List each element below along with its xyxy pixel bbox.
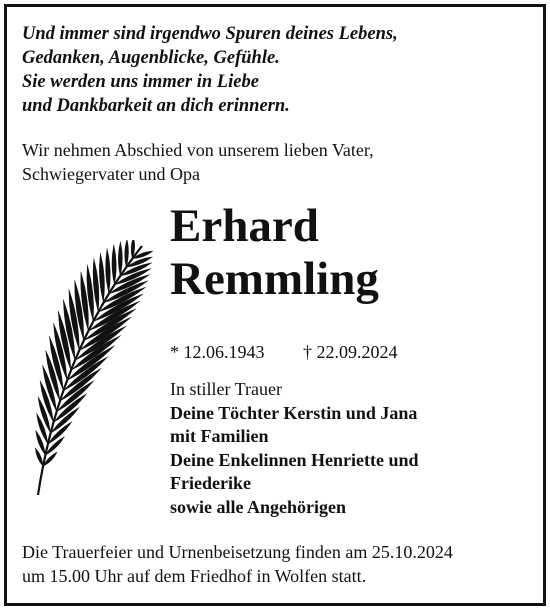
leaflet: [118, 242, 122, 276]
mourner-line: Deine Enkelinnen Henriette und: [170, 449, 419, 470]
mourner-line: mit Familien: [170, 426, 269, 446]
leaflet: [35, 448, 43, 467]
deceased-name: [170, 200, 530, 306]
mourner-line: Friederike: [170, 473, 251, 493]
poem-line: Sie werden uns immer in Liebe: [22, 72, 259, 92]
poem-line: und Dankbarkeit an dich erinnern.: [22, 96, 290, 116]
leaflet: [93, 258, 99, 312]
poem-line: Gedanken, Augenblicke, Gefühle.: [22, 48, 280, 68]
intro-text: [22, 138, 522, 186]
leaflet: [112, 245, 116, 285]
first-name: Erhard: [170, 200, 319, 252]
death-date: † 22.09.2024: [303, 342, 398, 362]
birth-date: * 12.06.1943: [170, 342, 265, 362]
mourner-line: Deine Töchter Kerstin und Jana: [170, 402, 418, 423]
leaflet: [106, 249, 111, 294]
mourners-heading: In stiller Trauer: [170, 379, 282, 399]
poem: [22, 22, 522, 118]
service-info: [22, 540, 532, 588]
mourner-line: sowie alle Angehörigen: [170, 496, 346, 517]
leaflet: [99, 253, 104, 303]
intro-line: Wir nehmen Abschied von unserem lieben Vater,: [22, 140, 374, 160]
palm-leaf-icon: [30, 240, 160, 500]
intro-line: Schwiegervater und Opa: [22, 164, 200, 184]
poem-line: Und immer sind irgendwo Spuren deines Lebens,: [22, 24, 398, 44]
last-name: Remmling: [170, 253, 379, 305]
life-dates: [170, 340, 530, 364]
mourners: [170, 378, 530, 519]
service-line: Die Trauerfeier und Urnenbeisetzung finden am 25.10.2024: [22, 542, 453, 562]
service-line: um 15.00 Uhr auf dem Friedhof in Wolfen statt.: [22, 566, 367, 586]
